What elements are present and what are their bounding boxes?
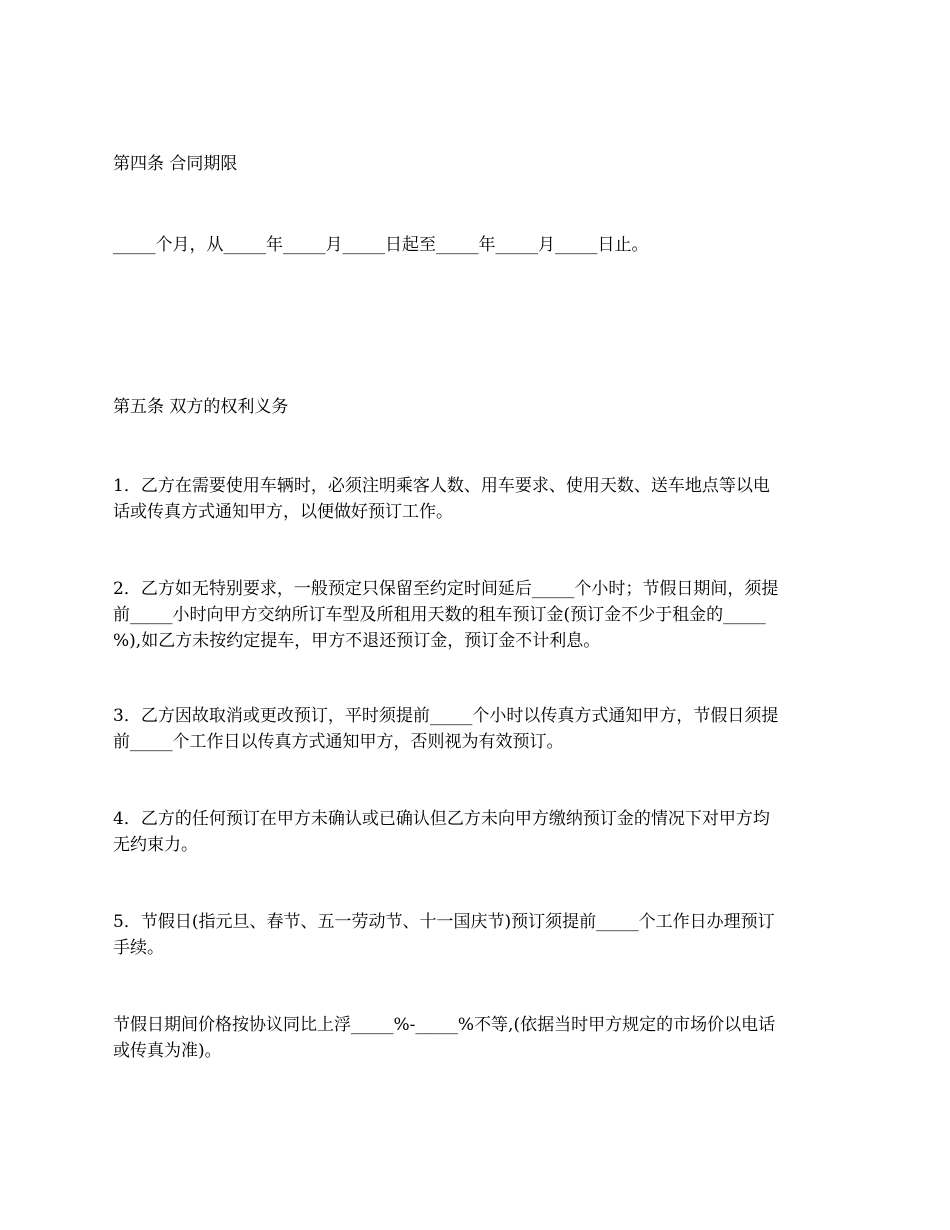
clause-4-line-2: 无约束力。: [113, 835, 198, 855]
clause-5-line-2: 手续。: [113, 938, 164, 958]
clause-2-line-3: %),如乙方未按约定提车，甲方不退还预订金，预订金不计利息。: [113, 631, 601, 651]
clause-1: [113, 473, 843, 525]
article-5-heading: 第五条 双方的权利义务: [113, 397, 289, 417]
contract-term-line: _____个月，从_____年_____月_____日起至_____年_____月_____日止。: [113, 235, 649, 255]
clause-1-line-1: 1．乙方在需要使用车辆时，必须注明乘客人数、用车要求、使用天数、送车地点等以电: [113, 476, 770, 496]
clause-2-line-1: 2．乙方如无特别要求，一般预定只保留至约定时间延后_____个小时；节假日期间，须提: [113, 579, 779, 599]
clause-5: [113, 909, 843, 961]
clause-5-line-1: 5．节假日(指元旦、春节、五一劳动节、十一国庆节)预订须提前_____个工作日办理预订: [113, 912, 775, 932]
holiday-pricing-line-2: 或传真为准)。: [113, 1041, 222, 1061]
clause-3: [113, 703, 843, 755]
clause-1-line-2: 话或传真方式通知甲方，以便做好预订工作。: [113, 502, 453, 522]
holiday-pricing-clause: [113, 1012, 843, 1064]
clause-4: [113, 806, 843, 858]
clause-3-line-2: 前_____个工作日以传真方式通知甲方，否则视为有效预订。: [113, 732, 564, 752]
clause-4-line-1: 4．乙方的任何预订在甲方未确认或已确认但乙方未向甲方缴纳预订金的情况下对甲方均: [113, 809, 770, 829]
holiday-pricing-line-1: 节假日期间价格按协议同比上浮_____%-_____%不等,(依据当时甲方规定的市场价以电话: [113, 1015, 776, 1035]
clause-2: [113, 576, 843, 654]
clause-2-line-2: 前_____小时向甲方交纳所订车型及所租用天数的租车预订金(预订金不少于租金的_____: [113, 605, 766, 625]
clause-3-line-1: 3．乙方因故取消或更改预订，平时须提前_____个小时以传真方式通知甲方，节假日须提: [113, 706, 779, 726]
article-4-heading: 第四条 合同期限: [113, 154, 238, 174]
